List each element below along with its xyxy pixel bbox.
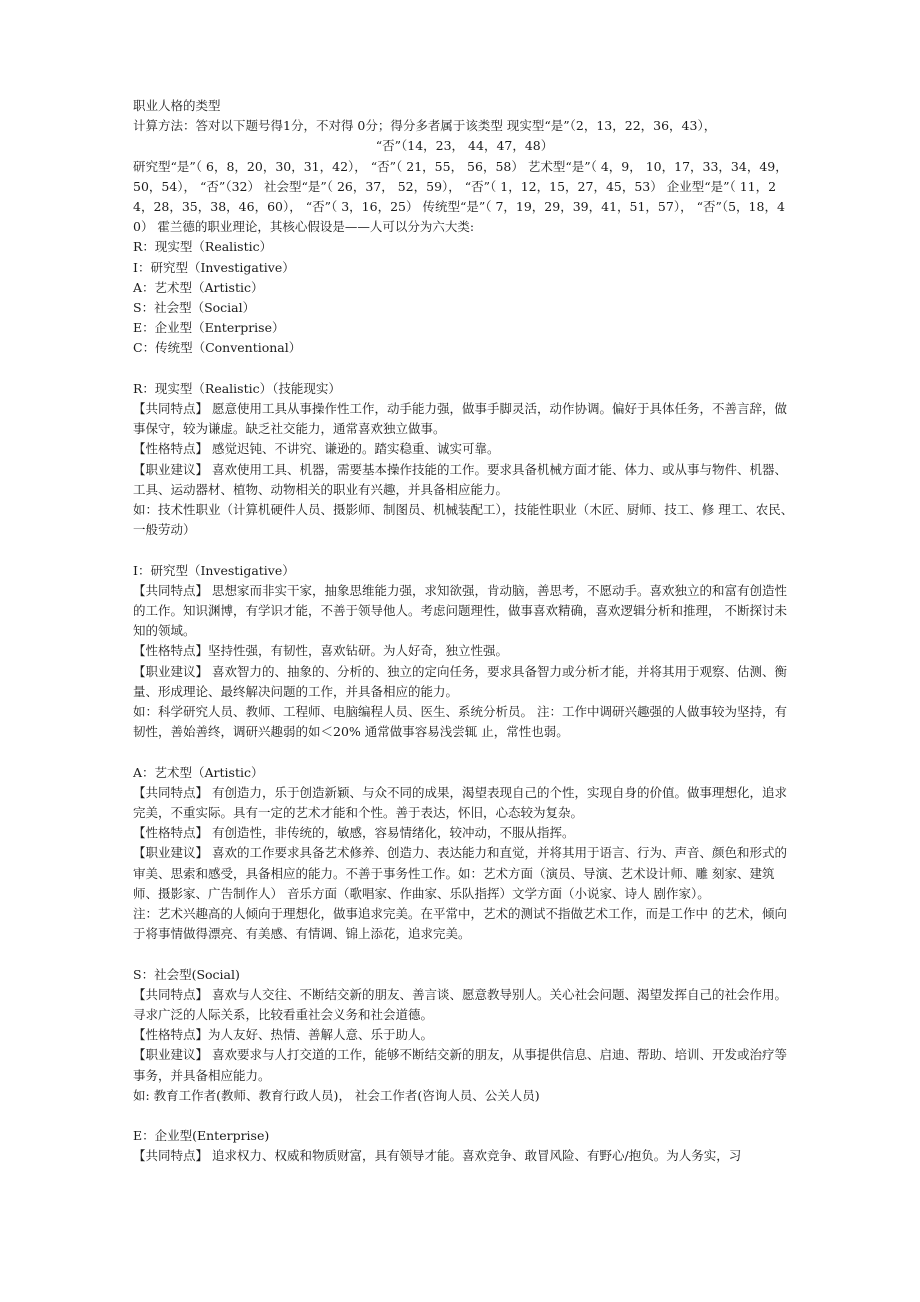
document-title: 职业人格的类型 [133,98,221,113]
section-heading-realistic: R：现实型（Realistic）（技能现实） [133,380,341,396]
text: 喜欢智力的、抽象的、分析的、独立的定向任务，要求具备智力或分析才能，并将其用于观察、估测、衡 量、形成理论、最终解决问题的工作，并具备相应的能力。 [133,663,788,699]
spacer [133,944,796,964]
label: 【共同特点】 [133,784,209,800]
text: 有创造性，非传统的，敏感，容易情绪化，较冲动，不服从指挥。 [212,825,575,841]
section-heading-investigative: I：研究型（Investigative） [133,562,295,578]
label: 【性格特点】 [133,1027,209,1043]
label: 【共同特点】 [133,401,209,417]
text: 喜欢的工作要求具备艺术修养、创造力、表达能力和直觉，并将其用于语言、行为、声音、颜色和形式的 审美、思索和感受，具备相应的能力。不善于事务性工作。如：艺术方面（演员、导演、艺术设计师、雕 刻家、建筑师、摄影家、广告制作人） 音乐方面（歌唱家、作曲家、乐队指挥）文学方面（小说家、诗人 剧作家）。 [133,845,788,901]
artistic-personality [133,823,796,843]
realistic-personality [133,439,796,459]
text: 追求权力、权威和物质财富，具有领导才能。喜欢竞争、敢冒风险、有野心/抱负。为人务实，习 [212,1148,742,1164]
text: 有创造力，乐于创造新颖、与众不同的成果，渴望表现自己的个性，实现自身的价值。做事理想化，追求 完美，不重实际。具有一定的艺术才能和个性。善于表达，怀旧，心态较为复杂。 [133,784,788,821]
text: 感觉迟钝、不讲究、谦逊的。踏实稳重、诚实可靠。 [212,441,500,457]
enterprise-common-traits [133,1146,796,1166]
section-heading-social: S：社会型(Social) [133,966,240,982]
calc-method-body: 研究型“是”（ 6，8，20，30，31，42）， “否”（ 21，55， 56，58） 艺术型“是”（ 4，9， 10，17，33，34，49， 50，54）， “否”（32） 社会型“是”（ 26，37， 52，59）， “否”（ 1，12，15，27，45，53） 企业型“是”（ 11，24，28，35，38，46，60）， “否”（ 3，16，25） 传统型“是”（ 7，19，29，39，41，51，57）， “否”（5，18，40） 霍兰德的职业理论，其核心假设是——人可以分为六大类: [133,158,788,235]
section-heading-enterprise: E：企业型(Enterprise) [133,1128,270,1144]
label: 【性格特点】 [133,643,209,659]
social-personality [133,1025,796,1045]
text: 喜欢与人交往、不断结交新的朋友、善言谈、愿意教导别人。关心社会问题、渴望发挥自己的社会作用。 寻求广泛的人际关系，比较看重社会义务和社会道德。 [133,986,788,1023]
spacer [133,359,796,379]
label: 【性格特点】 [133,825,209,841]
label: 【性格特点】 [133,441,209,457]
social-career-advice [133,1045,796,1085]
label: 【职业建议】 [133,663,209,679]
calc-method-line2: “否”（14，23， 44，47，48） [375,138,554,154]
text: 愿意使用工具从事操作性工作，动手能力强，做事手脚灵活，动作协调。偏好于具体任务，不善言辞，做 事保守，较为谦虚。缺乏社交能力，通常喜欢独立做事。 [133,401,788,437]
type-list-item: A：艺术型（Artistic） [133,279,264,295]
artistic-note: 注：艺术兴趣高的人倾向于理想化，做事追求完美。在平常中，艺术的测试不指做艺术工作，而是工作中 的艺术，倾向于将事情做得漂亮、有美感、有情调、锦上添花，追求完美。 [133,906,787,942]
social-examples: 如: 教育工作者(教师、教育行政人员)， 社会工作者(咨询人员、公关人员) [133,1087,540,1103]
investigative-common-traits [133,581,796,642]
artistic-career-advice [133,843,796,904]
label: 【职业建议】 [133,845,209,861]
social-common-traits [133,985,796,1025]
spacer [133,1106,796,1126]
text: 坚持性强，有韧性，喜欢钻研。为人好奇，独立性强。 [208,643,509,659]
label: 【共同特点】 [133,1148,209,1164]
type-list-item: I：研究型（Investigative） [133,259,295,275]
label: 【职业建议】 [133,1047,209,1063]
investigative-examples: 如：科学研究人员、教师、工程师、电脑编程人员、医生、系统分析员。 注：工作中调研兴趣强的人做事较为坚持，有韧性，善始善终，调研兴趣弱的如＜20% 通常做事容易浅尝辄 止，常性也弱。 [133,704,787,740]
artistic-common-traits [133,783,796,823]
type-list-item: R：现实型（Realistic） [133,239,273,255]
document-body [133,96,796,1167]
label: 【共同特点】 [133,582,209,598]
investigative-personality [133,641,796,661]
label: 【共同特点】 [133,986,209,1002]
section-heading-artistic: A：艺术型（Artistic） [133,764,264,780]
realistic-common-traits [133,399,796,439]
spacer [133,742,796,762]
investigative-career-advice [133,662,796,702]
realistic-examples: 如：技术性职业（计算机硬件人员、摄影师、制图员、机械装配工），技能性职业（木匠、厨师、技工、修 理工、农民、一般劳动） [133,502,794,538]
type-list-item: E：企业型（Enterprise） [133,320,285,336]
type-list-item: C：传统型（Conventional） [133,340,302,356]
calc-method-line1: 计算方法：答对以下题号得1分，不对得 0分；得分多者属于该类型 现实型“是”（2，13，22，36，43）， [133,118,717,134]
text: 喜欢要求与人打交道的工作，能够不断结交新的朋友，从事提供信息、启迪、帮助、培训、开发或治疗等 事务，并具备相应能力。 [133,1047,788,1083]
text: 为人友好、热情、善解人意、乐于助人。 [208,1027,434,1043]
text: 思想家而非实干家，抽象思维能力强，求知欲强，肯动脑，善思考，不愿动手。喜欢独立的和富有创造性 的工作。知识渊博，有学识才能，不善于领导他人。考虑问题理性，做事喜欢精确，喜欢逻辑分析和推理， 不断探讨未知的领域。 [133,582,788,639]
text: 喜欢使用工具、机器，需要基本操作技能的工作。要求具备机械方面才能、体力、或从事与物件、机器、 工具、运动器材、植物、动物相关的职业有兴趣，并具备相应能力。 [133,461,788,497]
type-list-item: S：社会型（Social） [133,300,256,316]
spacer [133,540,796,560]
realistic-career-advice [133,460,796,500]
label: 【职业建议】 [133,461,209,477]
